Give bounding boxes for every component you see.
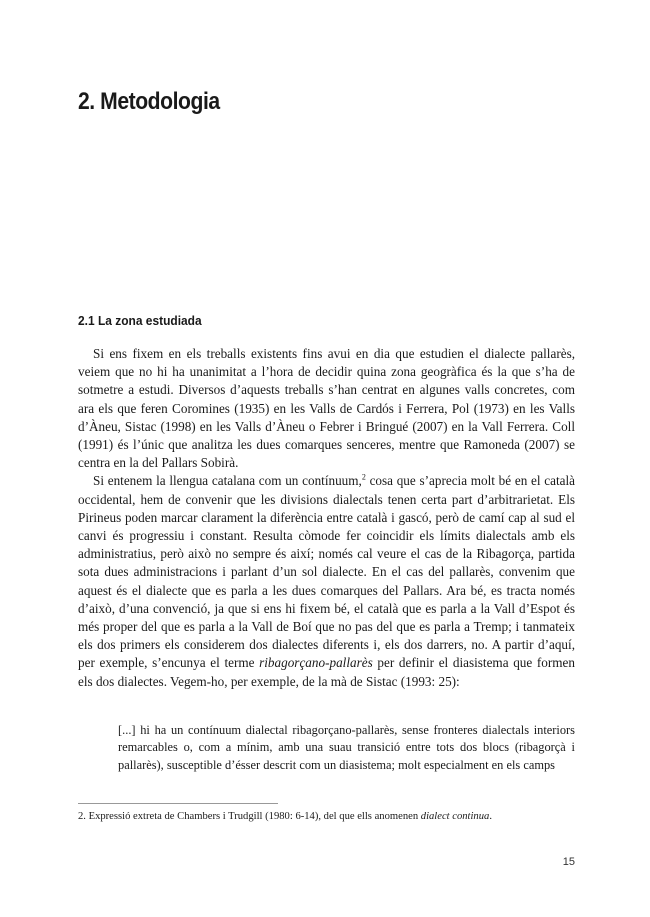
footnote-italic: dialect continua: [420, 811, 490, 822]
italic-term: ribagorçano-pallarès: [259, 655, 373, 671]
footnote-end: .: [489, 811, 492, 822]
paragraph-1: Si ens fixem en els treballs existents fins avui en dia que estudien el dialecte pallarès, veiem que no hi ha unanimitat a l’hora de decidir quina zona geogràfica és la que s’ha de sotmetre a estudi. Diversos d’aquests treballs s’han centrat en algunes valls concretes, com ara els que feren Coromines (1935) en les Valls de Cardós i Ferrera, Pol (1973) en les Valls d’Àneu, Sistac (1998) en les Valls d’Àneu o Febrer i Bringué (2007) en la Vall Ferrera. Coll (1991) és l’únic que analitza les dues comarques senceres, mentre que Ramoneda (2007) se centra en la del Pallars Sobirà.: [78, 346, 575, 471]
paragraph-2-end: per definir el diasistema que formen els dos dialectes. Vegem-ho, per exemple, de la mà de Sistac (1993: 25):: [78, 655, 575, 689]
footnote-divider: [78, 803, 278, 804]
paragraph-2-start: Si entenem la llengua catalana com un contínuum,: [93, 473, 362, 489]
footnote: [78, 810, 575, 824]
footnote-text: 2. Expressió extreta de Chambers i Trudgill (1980: 6-14), del que ells anomenen: [78, 811, 421, 822]
paragraph-2: [78, 472, 575, 690]
chapter-title: 2. Metodologia: [78, 88, 220, 115]
block-quote: [...] hi ha un contínuum dialectal ribagorçano-pallarès, sense fronteres dialectals interiors remarcables o, com a mínim, amb una suau transició entre tots dos blocs (ribagorçà i pallarès), susceptible d’ésser descrit com un diasistema; molt especialment en els camps: [118, 723, 575, 772]
body-text: [78, 345, 575, 691]
footnote-reference: 2: [361, 473, 366, 483]
section-title: 2.1 La zona estudiada: [78, 313, 202, 328]
paragraph-2-middle: cosa que s’aprecia molt bé en el català occidental, hem de convenir que les divisions dialectals tenen certa part d’arbitrarietat. Els Pirineus poden marcar clarament la diferència entre català i gascó, però de camí cap al sud el canvi és progressiu i constant. Resulta còmode fer coincidir els límits dialectals amb els administratius, però això no sempre és així; només cal veure el cas de la Ribagorça, partida sota dues administracions i parlant d’un sol dialecte. En el cas del pallarès, convenim que aquest és el dialecte que es parla a les dues comarques del Pallars. Ara bé, es tracta només d’això, d’una convenció, ja que si ens hi fixem bé, el català que es parla a la Vall d’Espot és més proper del que es parla a la Vall de Boí que no pas del que es parla a Tremp; i tanmateix els dos primers els considerem dos dialectes diferents i, els dos darrers, no. A partir d’aquí, per exemple, s’encunya el terme: [78, 473, 576, 671]
page-number: 15: [562, 856, 575, 868]
